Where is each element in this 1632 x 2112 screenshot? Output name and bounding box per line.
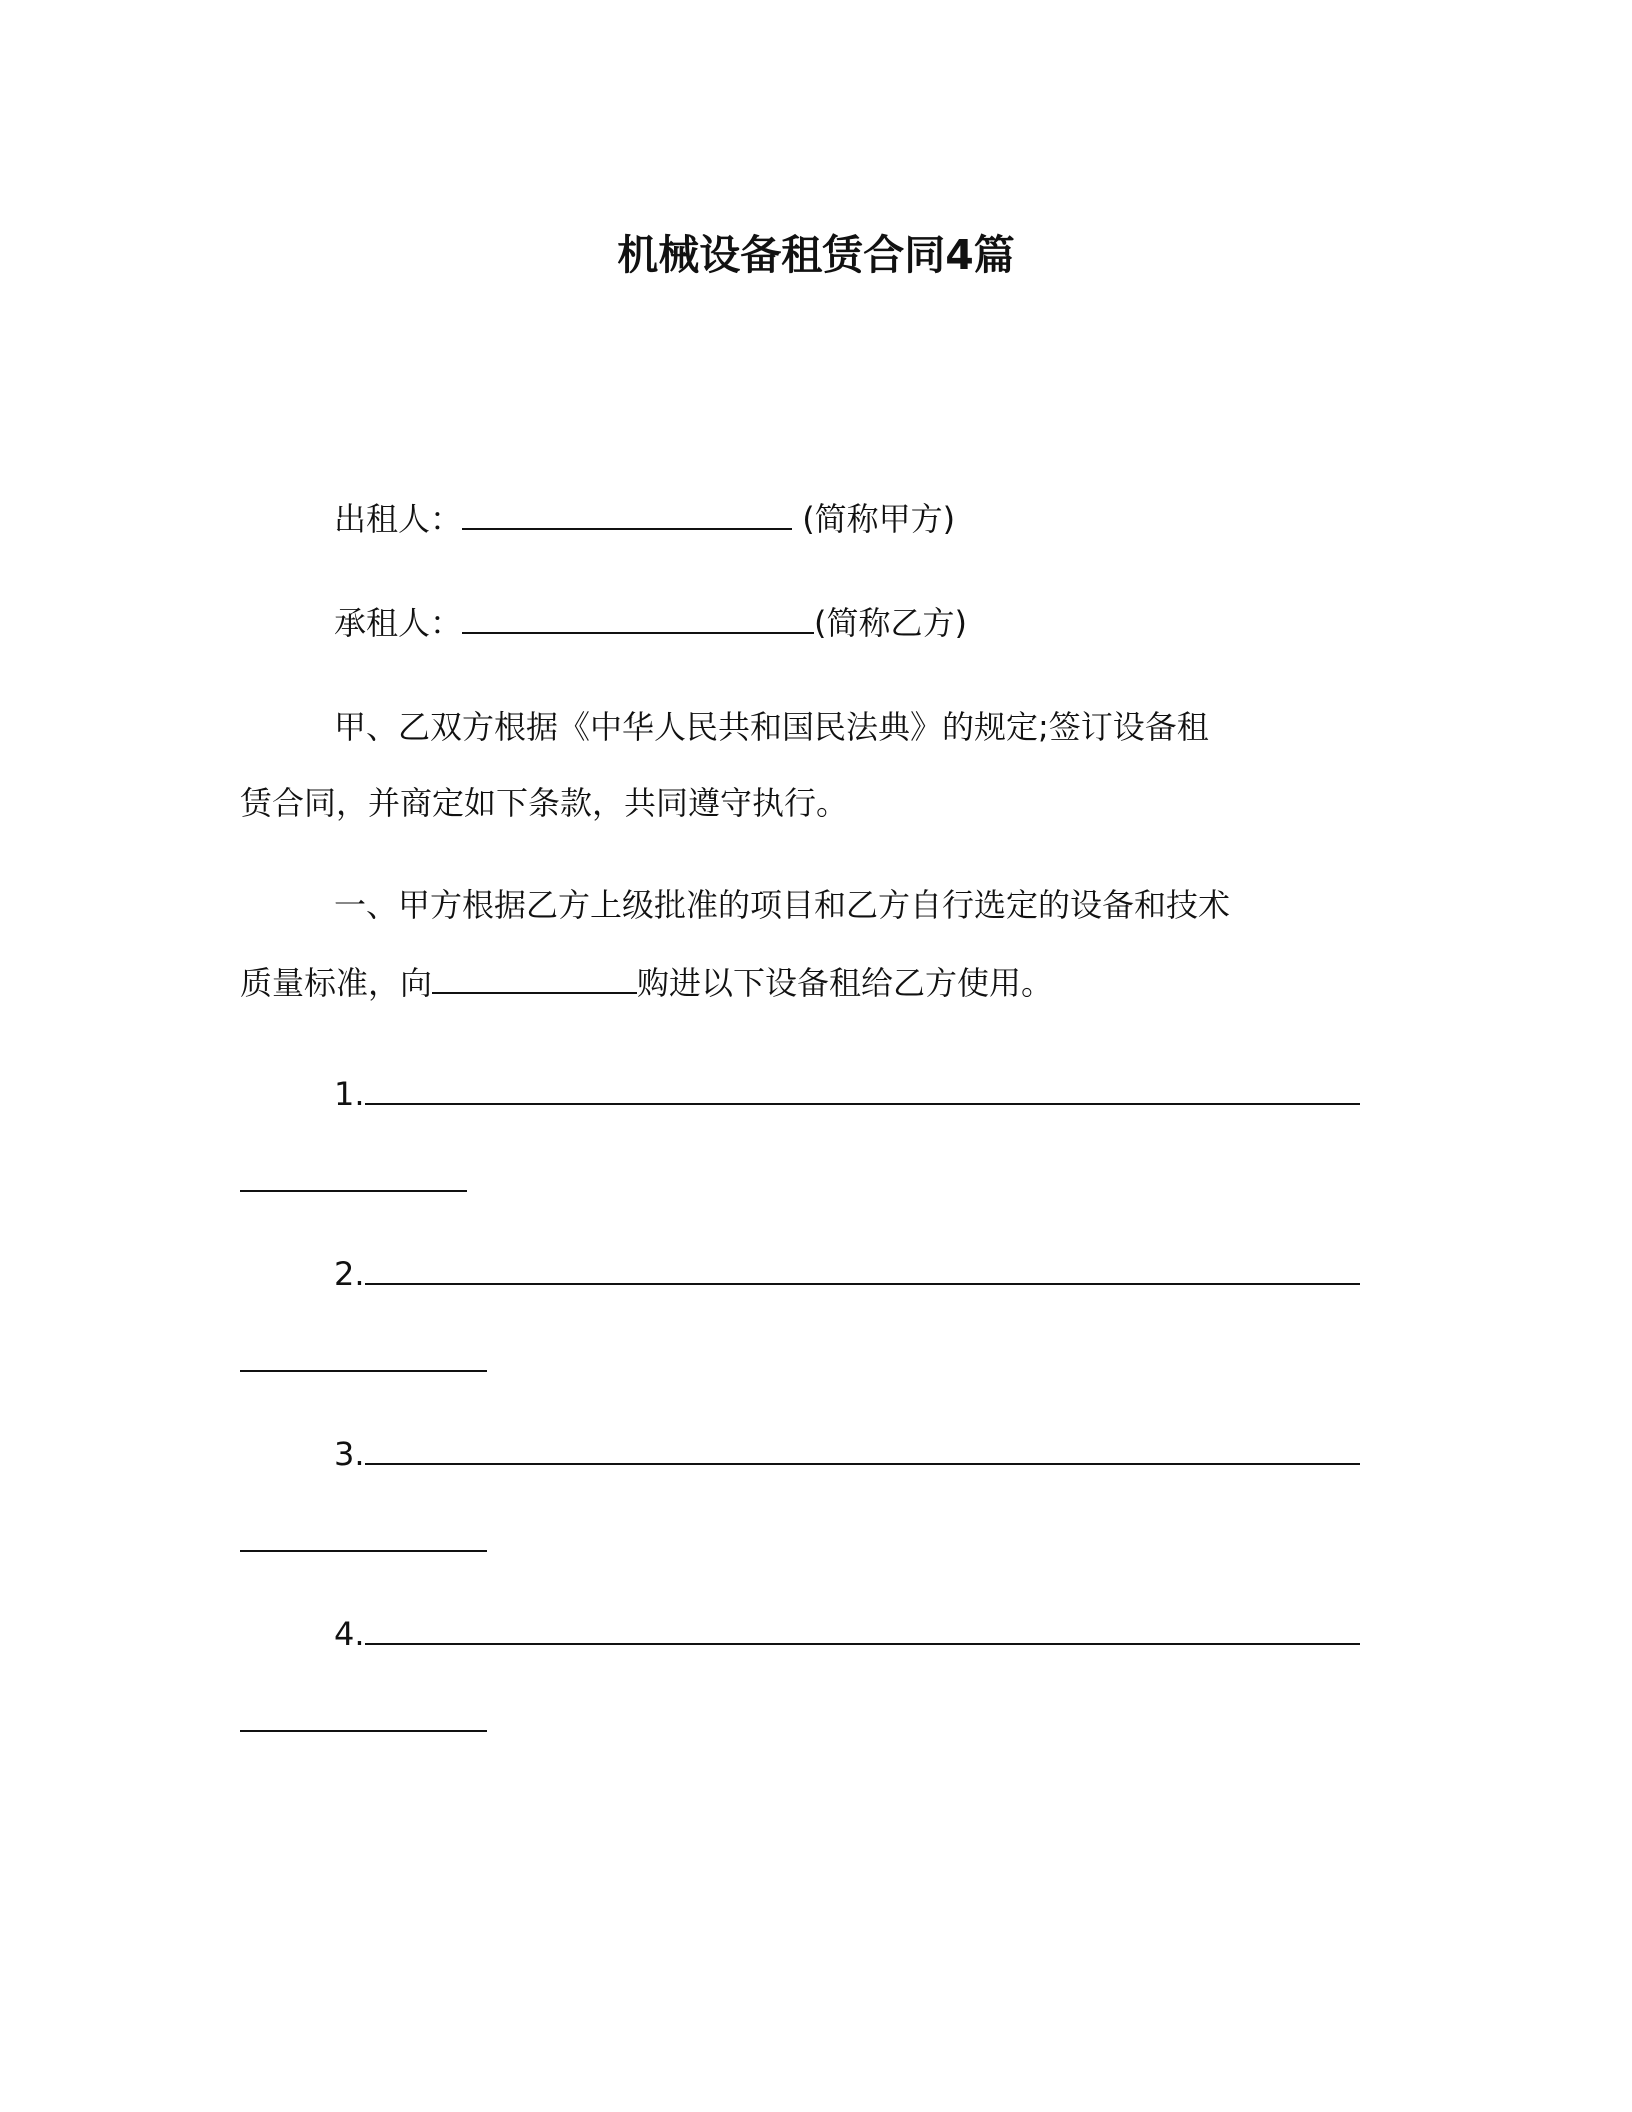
item-1-cont [240,1160,467,1201]
lessee-line [334,602,967,643]
item-blank-cont[interactable] [240,1340,487,1372]
item-number: 3. [334,1435,365,1473]
item-blank-cont[interactable] [240,1160,467,1192]
item-number: 4. [334,1615,365,1653]
item-3 [334,1433,1360,1474]
item-blank[interactable] [365,1613,1360,1645]
clause1-text-after: 购进以下设备租给乙方使用。 [637,964,1054,1002]
item-blank[interactable] [365,1073,1360,1105]
item-blank[interactable] [365,1253,1360,1285]
lessor-label: 出租人： [334,500,463,538]
clause1-line-2 [240,962,1053,1003]
supplier-blank[interactable] [432,962,637,994]
lessee-label: 承租人： [334,604,463,642]
item-4-cont [240,1700,487,1741]
intro-line-2: 赁合同，并商定如下条款，共同遵守执行。 [240,784,849,822]
lessee-suffix: (简称乙方) [814,604,967,642]
clause1-text-before: 质量标准，向 [240,964,433,1002]
document-title: 机械设备租赁合同4篇 [617,231,1015,279]
item-blank-cont[interactable] [240,1520,487,1552]
lessor-suffix: (简称甲方) [802,500,956,538]
lessor-line [334,498,955,539]
item-blank-cont[interactable] [240,1700,487,1732]
item-2-cont [240,1340,487,1381]
item-blank[interactable] [365,1433,1360,1465]
item-1 [334,1073,1360,1114]
item-4 [334,1613,1360,1654]
lessee-blank[interactable] [462,602,814,634]
item-number: 2. [334,1255,365,1293]
intro-line-1: 甲、乙双方根据《中华人民共和国民法典》的规定;签订设备租 [334,708,1209,746]
clause1-line-1: 一、甲方根据乙方上级批准的项目和乙方自行选定的设备和技术 [334,886,1231,924]
item-3-cont [240,1520,487,1561]
item-2 [334,1253,1360,1294]
item-number: 1. [334,1075,365,1113]
lessor-blank[interactable] [462,498,792,530]
